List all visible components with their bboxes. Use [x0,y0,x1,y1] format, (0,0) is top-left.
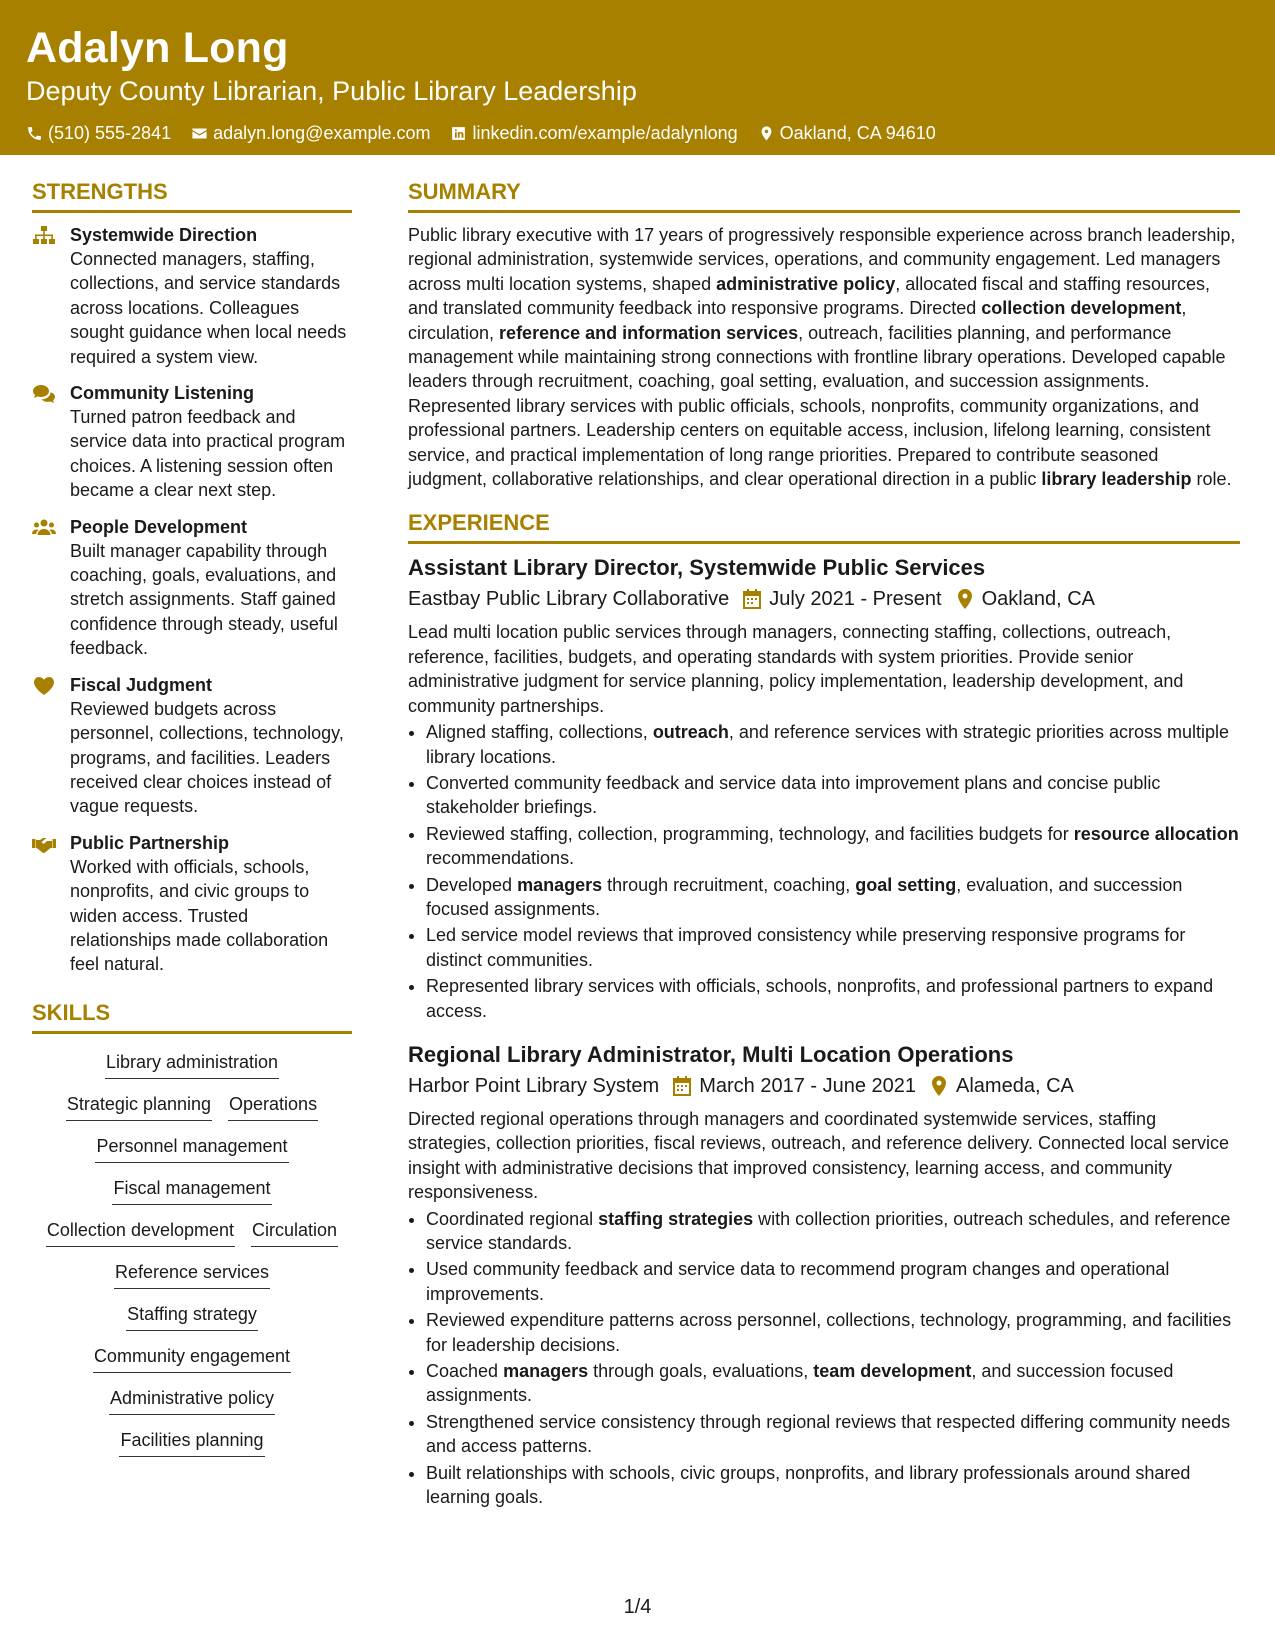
bold-keyword: reference and information services [499,322,799,343]
strength-item [32,515,352,661]
contact-linkedin[interactable] [450,122,737,144]
job-bullet: • Coached managers through goals, evaluations, team development, and succession focused assignments. [426,1359,1240,1408]
job-location: Oakland, CA [981,588,1095,611]
job-title: Regional Library Administrator, Multi Location Operations [408,1041,1014,1067]
strength-item [32,223,352,369]
skill-tag: Collection development [46,1218,235,1247]
linkedin-icon [450,125,467,142]
job-bullet: • Aligned staffing, collections, outreach, and reference services with strategic priorities across multiple library locations. [426,720,1240,769]
page-number: 1/4 [623,1596,652,1618]
candidate-name: Adalyn Long [26,24,289,72]
bold-keyword: library leadership [1041,469,1192,490]
job-entry [408,1041,1240,1510]
strength-desc: Worked with officials, schools, nonprofits, and civic groups to widen access. Trusted relationships made collaboration feel natural. [70,856,329,975]
job-bullet: • Led service model reviews that improved consistency while preserving responsive programs for distinct communities. [426,923,1240,972]
strength-desc: Reviewed budgets across personnel, collections, technology, programs, and facilities. Leaders received clear choices instead of vague requests. [70,698,344,817]
summary-heading: SUMMARY [408,178,1240,213]
bold-keyword: collection development [981,298,1182,319]
contact-location [758,122,936,144]
strength-title: People Development [70,516,248,537]
strength-desc: Turned patron feedback and service data into practical program choices. A listening session often became a clear next step. [70,407,346,501]
job-bullet: • Strengthened service consistency through regional reviews that respected differing community needs and access patterns. [426,1410,1240,1459]
job-bullet: • Developed managers through recruitment, coaching, goal setting, evaluation, and succession focused assignments. [426,873,1240,922]
strength-item [32,381,352,503]
strength-desc: Built manager capability through coaching, goals, evaluations, and stretch assignments. Staff gained confidence through steady, useful feedback. [70,540,338,659]
candidate-title: Deputy County Librarian, Public Library Leadership [26,76,637,106]
bold-keyword: outreach [652,722,729,743]
job-location: Alameda, CA [956,1074,1074,1097]
contact-email[interactable] [191,122,430,144]
job-entry [408,554,1240,1023]
job-bullet: • Coordinated regional staffing strategies with collection priorities, outreach schedules, and reference service standards. [426,1207,1240,1256]
job-description: Directed regional operations through managers and coordinated systemwide services, staffing strategies, collection priorities, fiscal reviews, outreach, and reference delivery. Connected local service insight with administrative decisions that improved consistency, learning access, and community responsiveness. [408,1108,1230,1203]
sitemap-icon [32,226,56,246]
strength-title: Systemwide Direction [70,225,258,245]
map-pin-icon [930,1076,948,1096]
bold-keyword: goal setting [855,874,957,895]
skill-tag: Fiscal management [112,1176,271,1205]
handshake-icon [32,834,56,854]
users-icon [32,518,56,538]
bold-keyword: resource allocation [1073,823,1239,844]
summary-text: Public library executive with 17 years of progressively responsible experience across branch leadership, regional administration, systemwide services, operations, and community engagement. Led managers across multi location systems, shaped administrative policy, allocated fiscal and staffing resources, and translated community feedback into responsive programs. Directed collection development, circulation, reference and information services, outreach, facilities planning, and performance management while maintaining strong connections with frontline library operations. Developed capable leaders through recruitment, coaching, goal setting, evaluation, and succession assignments. Represented library services with public officials, schools, nonprofits, community organizations, and professional partners. Leadership centers on equitable access, inclusion, lifelong learning, consistent service, and practical implementation of long range priorities. Prepared to contribute seasoned judgment, collaborative relationships, and clear operational direction in a public library leadership role. [408,225,1236,490]
contact-location-text: Oakland, CA 94610 [779,123,936,143]
bold-keyword: managers [503,1361,589,1382]
job-bullets [408,720,1240,1023]
job-bullet: • Represented library services with officials, schools, nonprofits, and professional partners to expand access. [426,974,1240,1023]
job-dates: March 2017 - June 2021 [699,1074,917,1097]
skill-tag: Circulation [251,1218,338,1247]
envelope-icon [191,125,208,142]
job-bullet: • Converted community feedback and service data into improvement plans and concise public stakeholder briefings. [426,771,1240,820]
skills-section [32,999,352,1457]
resume-header [0,0,1275,155]
skill-tag: Operations [228,1092,318,1121]
job-bullet: • Reviewed staffing, collection, programming, technology, and facilities budgets for resource allocation recommendations. [426,822,1240,871]
job-org: Harbor Point Library System [408,1074,660,1097]
skill-tag: Library administration [105,1050,279,1079]
strength-desc: Connected managers, staffing, collections, and service standards across locations. Colleagues sought guidance when local needs required a system view. [70,249,347,367]
heart-icon [32,676,56,696]
skill-tag: Staffing strategy [126,1302,258,1331]
skill-tag: Facilities planning [119,1428,264,1457]
strength-title: Fiscal Judgment [70,674,213,695]
job-meta [408,1073,1240,1099]
job-bullet: • Used community feedback and service data to recommend program changes and operational improvements. [426,1257,1240,1306]
skill-tag: Community engagement [93,1344,291,1373]
job-bullets [408,1207,1240,1510]
experience-heading: EXPERIENCE [408,509,1240,544]
contact-phone[interactable] [26,122,171,144]
calendar-icon [743,589,761,609]
bold-keyword: team development [813,1361,972,1382]
bold-keyword: staffing strategies [598,1208,754,1229]
job-bullet: • Reviewed expenditure patterns across personnel, collections, technology, programming, and facilities for leadership decisions. [426,1308,1240,1357]
map-pin-icon [758,125,775,142]
job-dates: July 2021 - Present [769,588,942,611]
comments-icon [32,384,56,404]
contact-email-text: adalyn.long@example.com [213,123,431,143]
strengths-heading: STRENGTHS [32,178,352,213]
job-title: Assistant Library Director, Systemwide Public Services [408,555,986,581]
strength-title: Public Partnership [70,832,230,853]
right-column [408,178,1240,1527]
skill-tag: Administrative policy [109,1386,275,1415]
calendar-icon [673,1076,691,1096]
skill-tag: Reference services [114,1260,270,1289]
job-bullet: • Built relationships with schools, civic groups, nonprofits, and library professionals around shared learning goals. [426,1461,1240,1510]
job-org: Eastbay Public Library Collaborative [408,588,730,611]
bold-keyword: managers [517,874,603,895]
contact-linkedin-text: linkedin.com/example/adalynlong [472,123,738,143]
contact-phone-text: (510) 555-2841 [48,123,172,143]
strength-item [32,673,352,819]
phone-icon [26,125,43,142]
strength-item [32,831,352,977]
job-description: Lead multi location public services through managers, connecting staffing, collections, outreach, reference, facilities, budgets, and operating standards with system priorities. Provide senior administrative judgment for service planning, policy implementation, leadership development, and community partnerships. [408,622,1184,716]
skill-tag: Strategic planning [66,1092,212,1121]
contact-bar [26,122,1249,144]
bold-keyword: administrative policy [716,273,896,294]
job-meta [408,586,1240,612]
map-pin-icon [956,589,974,609]
strength-title: Community Listening [70,383,254,404]
skills-heading: SKILLS [32,999,352,1034]
left-column [32,178,352,1470]
skill-tag: Personnel management [95,1134,288,1163]
